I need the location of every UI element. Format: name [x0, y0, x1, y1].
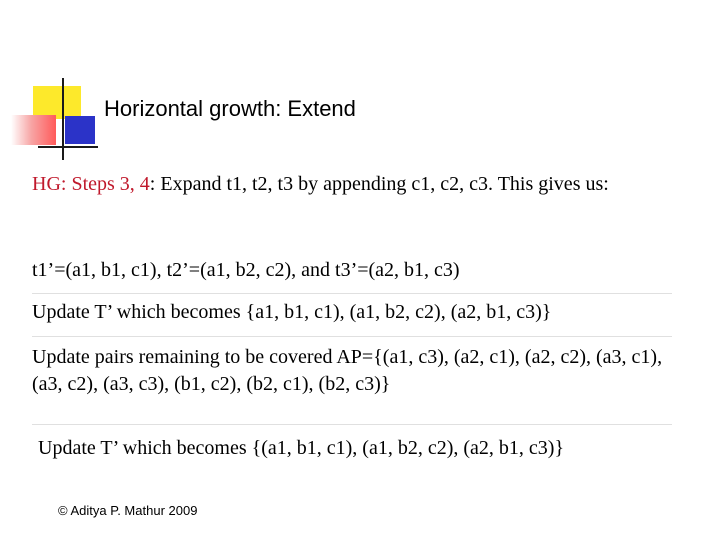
logo-horizontal-line — [38, 146, 98, 148]
paragraph-update-t: Update T’ which becomes {a1, b1, c1), (a1, b2, c2), (a2, b1, c3)} — [32, 301, 552, 323]
copyright-footer: © Aditya P. Mathur 2009 — [58, 503, 198, 518]
logo-red-gradient-square — [11, 115, 56, 145]
paragraph-hg-steps — [32, 171, 672, 198]
separator-line — [32, 336, 672, 337]
paragraph-update-pairs: Update pairs remaining to be covered AP={(a1, c3), (a2, c1), (a2, c2), (a3, c1), (a3, c2), (a3, c3), (b1, c2), (b2, c1), (b2, c3)} — [32, 346, 663, 395]
separator-line — [32, 293, 672, 294]
paragraph-expanded-tests: t1’=(a1, b1, c1), t2’=(a1, b2, c2), and t3’=(a2, b1, c3) — [32, 259, 460, 281]
hg-steps-label: HG: Steps 3, 4 — [32, 173, 150, 195]
logo-blue-square — [65, 116, 95, 144]
slide-logo — [0, 0, 110, 170]
hg-steps-text: : Expand t1, t2, t3 by appending c1, c2, c3. This gives us: — [149, 173, 609, 195]
slide-title: Horizontal growth: Extend — [104, 96, 356, 121]
separator-line — [32, 424, 672, 425]
paragraph-update-t-final: Update T’ which becomes {(a1, b1, c1), (a1, b2, c2), (a2, b1, c3)} — [38, 437, 565, 459]
